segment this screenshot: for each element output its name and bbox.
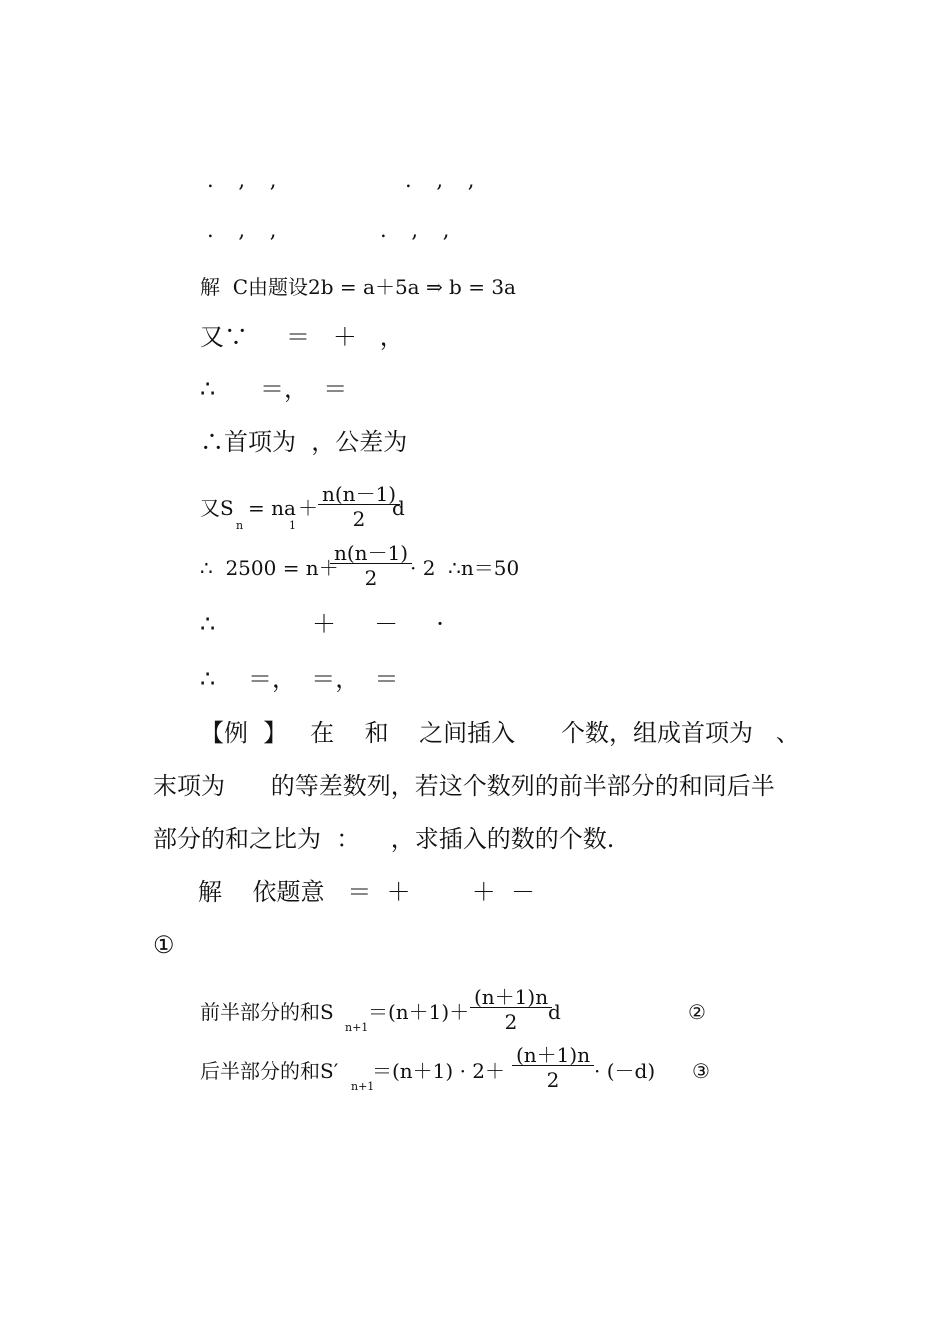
example-line-3: 部分的和之比为 ： ，求插入的数的个数. <box>153 825 615 853</box>
solution-line-1: 解 C由题设2b = a＋5a ⇒ b = 3a <box>200 275 516 299</box>
example-line-1: 【例 】 在 和 之间插入 个数，组成首项为 、 <box>200 719 800 747</box>
eq3-numerator: (n＋1)n <box>512 1045 594 1066</box>
first-term-line: ∴首项为 ，公差为 <box>200 428 408 456</box>
circled-3: ③ <box>692 1059 710 1083</box>
sn-fraction <box>318 484 400 529</box>
sn-fraction-denominator: 2 <box>352 507 366 531</box>
circled-2: ② <box>688 1000 706 1024</box>
sn-plus: ＋ <box>298 496 318 520</box>
eq3-mid: ＝(n＋1) · 2＋ <box>372 1059 506 1083</box>
since-operators: ＝ ＋ ， <box>286 323 404 351</box>
eq3-tail: · (－d) <box>594 1059 656 1083</box>
eq3-prefix: 后半部分的和S′ <box>200 1059 339 1083</box>
eq2-fraction <box>470 987 552 1032</box>
punct-row-2a: . , , <box>207 218 277 242</box>
sn-fraction-numerator: n(n－1) <box>318 484 400 505</box>
therefore-symbol-3: ∴ <box>200 610 216 638</box>
eq2-subscript: n+1 <box>345 1021 369 1034</box>
eq2-denominator: 2 <box>504 1010 518 1034</box>
eq3-subscript: n+1 <box>351 1080 375 1093</box>
sn-prefix: 又S <box>200 496 234 520</box>
punct-row-1a: . , , <box>207 168 277 192</box>
eq-2500-denominator: 2 <box>364 566 378 590</box>
since-symbol: 又∵ <box>200 323 248 351</box>
therefore-operators-1: ＝， ＝ <box>260 375 348 403</box>
eq-2500-fraction <box>330 543 412 588</box>
sn-mid: = na <box>248 496 296 520</box>
eq2-mid: ＝(n＋1)＋ <box>368 1000 470 1024</box>
punct-row-2b: . , , <box>380 218 450 242</box>
sn-subscript-1: 1 <box>289 519 296 532</box>
therefore-symbol-1: ∴ <box>200 375 216 403</box>
eq3-denominator: 2 <box>546 1068 560 1092</box>
therefore-operators-3: ＋ － · <box>312 610 444 638</box>
eq2-prefix: 前半部分的和S <box>200 1000 334 1024</box>
therefore-symbol-4: ∴ <box>200 665 216 693</box>
sn-d: d <box>392 496 405 520</box>
eq2-numerator: (n＋1)n <box>470 987 552 1008</box>
circled-1: ① <box>153 931 175 959</box>
eq2-d: d <box>548 1000 561 1024</box>
eq-2500-numerator: n(n－1) <box>330 543 412 564</box>
eq-2500-prefix: ∴ 2500 = n＋ <box>200 556 339 580</box>
therefore-operators-4: ＝， ＝， ＝ <box>248 665 399 693</box>
eq3-fraction <box>512 1045 594 1090</box>
sn-subscript-n: n <box>236 519 244 532</box>
eq-2500-suffix: · 2 ∴n＝50 <box>410 556 520 580</box>
punct-row-1b: . , , <box>405 168 475 192</box>
solution-head: 解 依题意 ＝ ＋ ＋ － <box>198 878 535 906</box>
example-line-2: 末项为 的等差数列，若这个数列的前半部分的和同后半 <box>153 772 775 800</box>
